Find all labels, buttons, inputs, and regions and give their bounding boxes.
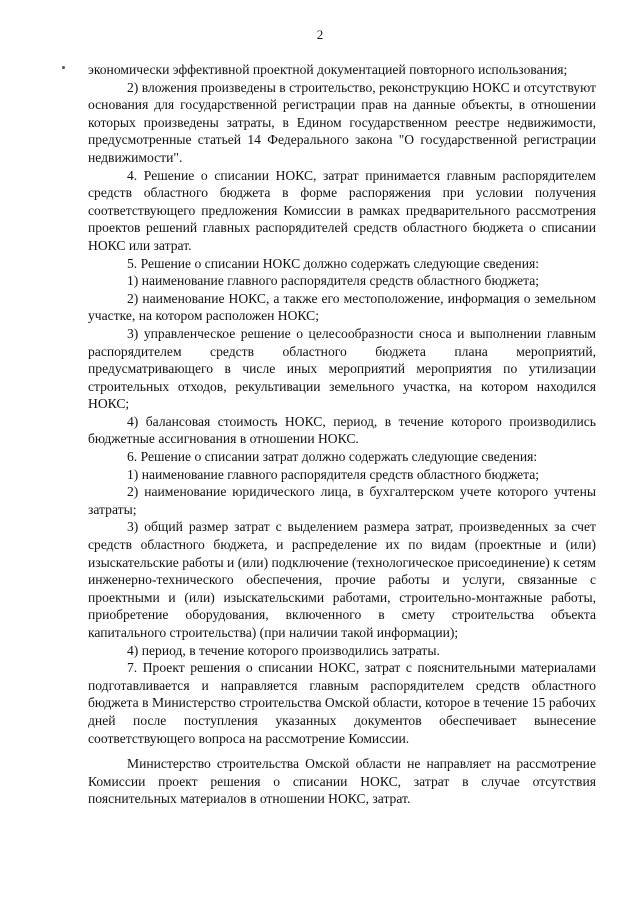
- paragraph-section-6-item-3: 3) общий размер затрат с выделением размера затрат, произведенных за счет средств областного бюджета, и распределение их по видам (проектные и (или) изыскательские работы и (или) подключение (технологическое присоединение) к сетям инженерно-технического обеспечения, прочие работы и услуги, связанные с проектными и (или) изыскательскими работами, строительно-монтажные работы, приобретение оборудования, включенного в смету строительства объекта капитального строительства) (при наличии такой информации);: [88, 519, 597, 640]
- paragraph-section-5: 5. Решение о списании НОКС должно содержать следующие сведения:: [127, 255, 540, 271]
- paragraph-ministry-note: Министерство строительства Омской области не направляет на рассмотрение Комиссии проект решения о списании НОКС, затрат в случае отсутствия пояснительных материалов в отношении НОКС, затрат.: [88, 756, 596, 807]
- paragraph-section-6: 6. Решение о списании затрат должно содержать следующие сведения:: [127, 449, 538, 465]
- paragraph-item-2-registration: 2) вложения произведены в строительство, реконструкцию НОКС и отсутствуют основания для государственной регистрации прав на данные объекты, в отношении которых произведены затраты, в Едином государственном реестре недвижимости, предусмотренные статьей 14 Федерального закона "О государственной регистрации недвижимости".: [88, 79, 596, 165]
- paragraph-section-6-item-1: 1) наименование главного распорядителя средств областного бюджета;: [127, 466, 539, 482]
- paragraph-section-6-item-4: 4) период, в течение которого производились затраты.: [127, 642, 440, 658]
- document-body: [88, 61, 596, 808]
- paragraph-section-5-item-4: 4) балансовая стоимость НОКС, период, в течение которого производились бюджетные ассигнования в отношении НОКС.: [88, 413, 596, 447]
- paragraph-section-5-item-3: 3) управленческое решение о целесообразности сноса и выполнении главным распорядителем средств областного бюджета плана мероприятий, предусматривающего в числе иных мероприятий мероприятия по утилизации строительных отходов, рекультивации земельного участка, на котором находился НОКС;: [88, 325, 596, 412]
- paragraph-section-4: 4. Решение о списании НОКС, затрат принимается главным распорядителем средств областного бюджета в форме распоряжения при условии получения соответствующего предложения Комиссии в рамках предварительного рассмотрения проектов решений главных распорядителей средств областного бюджета о списании НОКС или затрат.: [88, 167, 596, 253]
- paragraph-section-5-item-2: 2) наименование НОКС, а также его местоположение, информация о земельном участке, на котором расположен НОКС;: [88, 290, 596, 324]
- margin-mark: [62, 66, 65, 69]
- page-number: 2: [316, 27, 324, 42]
- paragraph-continuation: экономически эффективной проектной документацией повторного использования;: [88, 62, 568, 77]
- paragraph-section-7: 7. Проект решения о списании НОКС, затрат с пояснительными материалами подготавливается и направляется главным распорядителем средств областного бюджета в Министерство строительства Омской области, которое в течение 15 рабочих дней после поступления указанных документов обеспечивает вынесение соответствующего вопроса на рассмотрение Комиссии.: [88, 660, 596, 746]
- paragraph-section-6-item-2: 2) наименование юридического лица, в бухгалтерском учете которого учтены затраты;: [88, 484, 596, 517]
- paragraph-section-5-item-1: 1) наименование главного распорядителя средств областного бюджета;: [127, 273, 539, 289]
